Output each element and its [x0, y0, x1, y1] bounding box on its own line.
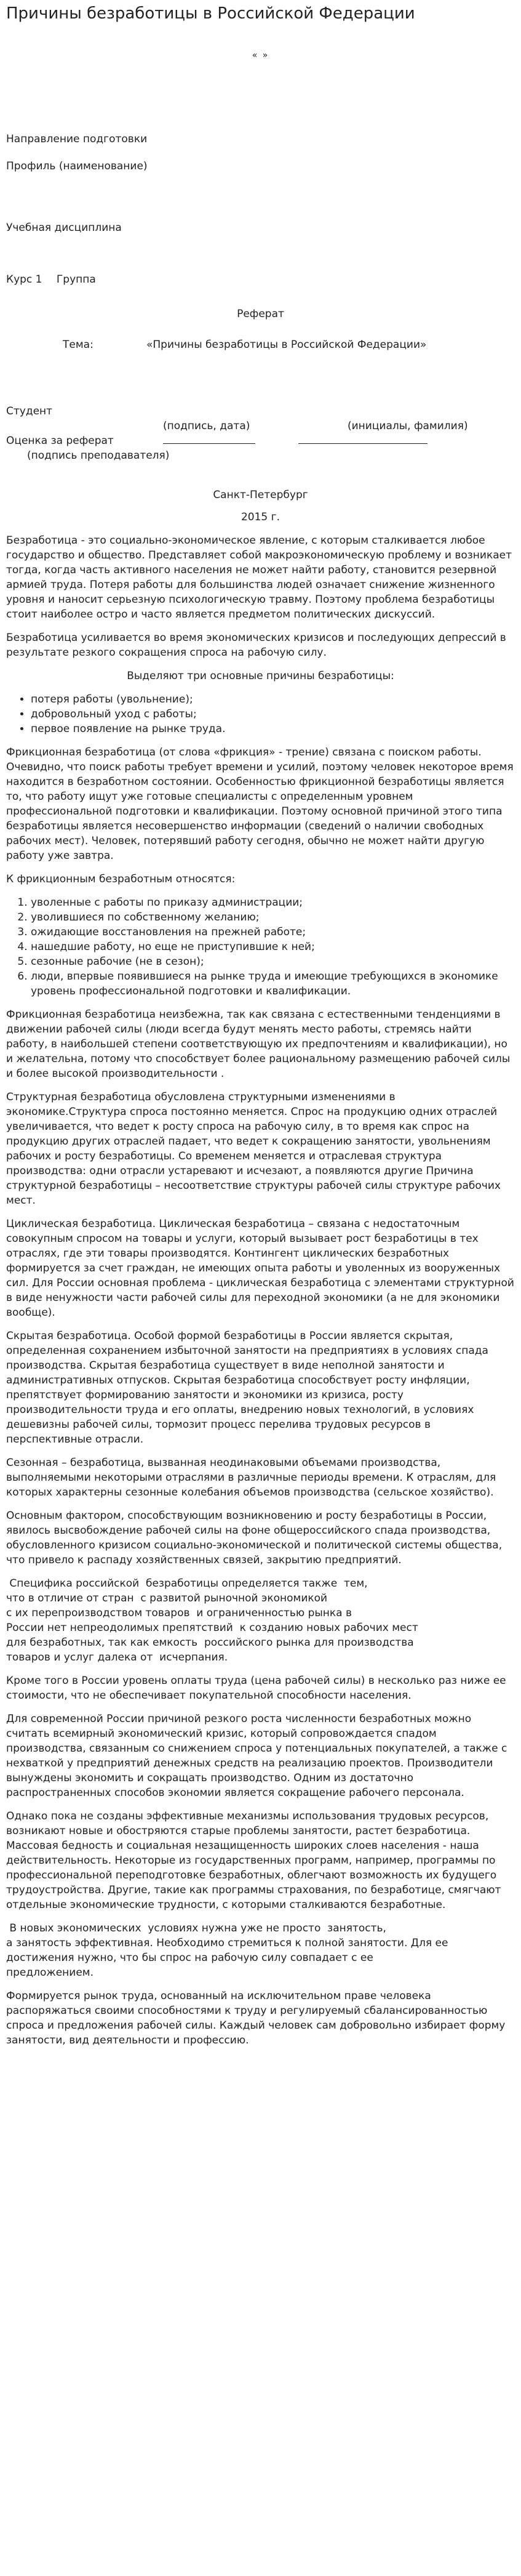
sign-captions	[6, 419, 515, 433]
paragraph: Безработица усиливается во время экономических кризисов и последующих депрессий в результате резкого сокращения спроса на рабочую силу.	[6, 632, 506, 659]
paragraph: К фрикционным безработным относятся:	[6, 873, 236, 885]
paragraph: Однако пока не созданы эффективные механизмы использования трудовых ресурсов, возникают новые и обостряются старые проблемы занятости, растет безработица. Массовая бедность и социальная незащищенность широких слоев населения - наша действительность. Некоторые из государственных программ, например, программы по профессиональной переподготовке безработных, облегчают возможность их будущего трудоустройства. Другие, такие как программы страхования, по безработице, смягчают отдельные экономические трудности, с которыми сталкиваются безработные.	[6, 1810, 501, 1911]
paragraph: Формируется рынок труда, основанный на исключительном праве человека распоряжаться своими способностями к труду и регулируемый сбалансированностью спроса и предложения рабочей силы. Каждый человек сам добровольно избирает форму занятости, вид деятельности и профессию.	[6, 1990, 506, 2047]
text-line: что в отличие от стран с развитой рыночной экономикой	[6, 1592, 328, 1604]
spacer	[6, 299, 515, 307]
text-line: с их перепроизводством товаров и ограниченностью рынка в	[6, 1607, 352, 1619]
group-label: Группа	[56, 273, 96, 286]
reasons-list	[6, 692, 515, 736]
year: 2015 г.	[241, 511, 280, 523]
text-line: предложением.	[6, 1966, 94, 1979]
list-item: • добровольный уход с работы;	[31, 707, 515, 722]
list-item: 2. уволившиеся по собственному желанию;	[31, 910, 515, 925]
text-line: В новых экономических условиях нужна уже не просто занятость,	[6, 1922, 386, 1934]
list-item: • потеря работы (увольнение);	[31, 692, 515, 707]
topic-line	[6, 337, 515, 352]
text-line: для безработных, так как емкость российского рынка для производства	[6, 1636, 414, 1649]
teacher-sign-caption: (подпись преподавателя)	[27, 449, 170, 462]
paragraph: Скрытая безработица. Особой формой безработицы в России является скрытая, определенная сохранением избыточной занятости на предприятиях в условиях спада производства. Скрытая безработица существует в виде неполной занятости и административных отпусков. Скрытая безработица способствует росту инфляции, препятствует формированию занятости и экономики из кризиса, росту производительности труда и его оплаты, внедрению новых технологий, в условиях дешевизны рабочей силы, тормозит процесс перелива трудовых ресурсов в перспективные отрасли.	[6, 1330, 488, 1446]
paragraph: Кроме того в России уровень оплаты труда (цена рабочей силы) в несколько раз ниже ее стоимости, что не обеспечивает покупательной способности населения.	[6, 1675, 506, 1702]
spacer	[6, 147, 515, 159]
document-title: Причины безработицы в Российской Федерации	[6, 4, 415, 23]
spacer	[6, 63, 515, 132]
list-item: 5. сезонные рабочие (не в сезон);	[31, 954, 515, 969]
sign-date-caption: (подпись, дата)	[163, 420, 250, 432]
course-group-line	[6, 272, 515, 287]
list-item: 4. нашедшие работу, но еще не приступившие к ней;	[31, 940, 515, 954]
paragraph: Фрикционная безработица неизбежна, так как связана с естественными тенденциями в движении рабочей силы (люди всегда будут менять место работы, стремясь найти работу, в наибольшей степени соответствующую их предпочтениям и квалификации), но и желательна, потому что способствует более рациональному размещению рабочей силы и более высокой производительности .	[6, 1008, 511, 1080]
topic-value: «Причины безработицы в Российской Федерации»	[146, 339, 427, 351]
list-item: 3. ожидающие восстановления на прежней работе;	[31, 925, 515, 940]
paragraph: Структурная безработица обусловлена структурными изменениями в экономике.Структура спроса постоянно меняется. Спрос на продукцию одних отраслей увеличивается, что ведет к росту спроса на рабочую силу, в то время как спрос на продукцию других отраслей падает, что ведет к сокращению занятости, увольнениям рабочих и росту безработицы. Со временем меняется и отраслевая структура производства: одни отрасли устаревают и исчезают, а появляются другие Причина структурной безработицы – несоответствие структуры рабочей силы структуре рабочих мест.	[6, 1091, 501, 1207]
paragraph: Безработица - это социально-экономическое явление, с которым сталкивается любое государство и общество. Представляет собой макроэкономическую проблему и возникает тогда, когда часть активного населения не может найти работу, становится резервной армией труда. Потеря работы для большинства людей означает снижение жизненного уровня и наносит серьезную психологическую травму. Поэтому проблема безработицы стоит наиболее остро и часто является предметом политических дискуссий.	[6, 534, 512, 621]
spacer	[6, 502, 515, 510]
course-label: Курс 1	[6, 273, 42, 286]
quotes-placeholder: « »	[252, 50, 269, 60]
list-item: 1. уволенные с работы по приказу администрации;	[31, 895, 515, 910]
document-page	[0, 4, 521, 2069]
spacer	[6, 463, 515, 488]
spacer	[6, 287, 515, 299]
spacer	[6, 352, 515, 389]
initials-caption: (инициалы, фамилия)	[348, 420, 468, 432]
spacer	[6, 174, 515, 211]
text-line: достижения нужно, что бы спрос на рабочую силу совпадает с ее	[6, 1952, 373, 1964]
spacer	[6, 525, 515, 533]
grade-line	[6, 433, 515, 448]
paragraph: Сезонная – безработица, вызванная неодинаковыми объемами производства, выполняемыми некоторыми отраслями в различные периоды времени. К отраслям, для которых характерны сезонные колебания объемов производства (сельское хозяйство).	[6, 1457, 496, 1499]
doc-type: Реферат	[237, 308, 284, 320]
city: Санкт-Петербург	[213, 489, 308, 501]
paragraph: Фрикционная безработица (от слова «фрикция» - трение) связана с поиском работы. Очевидно, что поиск работы требует времени и усилий, поэтому человек некоторое время находится в безработном состоянии. Особенностью фрикционной безработицы является то, что работу ищут уже готовые специалисты с определенным уровнем профессиональной подготовки и квалификации. Поэтому основной причиной этого типа безработицы является несовершенство информации (сведений о наличии свободных рабочих мест). Человек, потерявший работу сегодня, обычно не может найти другую работу уже завтра.	[6, 746, 514, 862]
spacer	[6, 389, 515, 404]
direction-label: Направление подготовки	[6, 133, 148, 145]
paragraph-lines	[6, 1576, 515, 1665]
spacer	[6, 211, 515, 220]
article-body	[6, 533, 515, 2048]
list-item: 6. люди, впервые появившиеся на рынке труда и имеющие требующихся в экономике уровень профессиональной подготовки и квалификации.	[31, 969, 515, 999]
paragraph: Циклическая безработица. Циклическая безработица – связана с недостаточным совокупным спросом на товары и услуги, который вызывает рост безработицы в тех отраслях, где эти товары производятся. Контингент циклических безработных формируется за счет граждан, не имеющих опыта работы и уволенных из вооруженных сил. Для России основная проблема - циклическая безработица с элементами структурной в виде ненужности части рабочей силы для переходной экономики (а не для экономики вообще).	[6, 1218, 514, 1319]
text-line: товаров и услуг далека от исчерпания.	[6, 1651, 228, 1664]
student-label: Студент	[6, 405, 53, 417]
signature-underline	[298, 433, 428, 444]
paragraph: Выделяют три основные причины безработицы:	[127, 670, 394, 682]
paragraph-lines	[6, 1921, 515, 1980]
list-item: • первое появление на рынке труда.	[31, 722, 515, 736]
discipline-label: Учебная дисциплина	[6, 222, 122, 234]
text-line: России нет непреодолимых препятствий к созданию новых рабочих мест	[6, 1622, 418, 1634]
text-line: Специфика российской безработицы определяется также тем,	[6, 1577, 368, 1590]
grade-underline	[163, 433, 255, 444]
topic-label: Тема:	[63, 339, 93, 351]
grade-label: Оценка за реферат	[6, 435, 114, 447]
profile-label: Профиль (наименование)	[6, 160, 148, 172]
paragraph: Для современной России причиной резкого роста численности безработных можно считать всемирный экономический кризис, который сопровождается спадом производства, связанным со снижением спроса у потенциальных покупателей, а также с нехваткой у предприятий денежных средств на реализацию проектов. Производители вынуждены экономить и сокращать производство. Одним из достаточно распространенных способов экономии является сокращение рабочего персонала.	[6, 1713, 507, 1799]
frictional-list	[6, 895, 515, 999]
text-line: а занятость эффективная. Необходимо стремиться к полной занятости. Для ее	[6, 1937, 448, 1949]
paragraph: Основным фактором, способствующим возникновению и росту безработицы в России, явилось высвобождение рабочей силы на фоне общероссийского спада производства, обусловленного кризисом социально-экономической и политической системы общества, что привело к распаду хозяйственных связей, закрытию предприятий.	[6, 1510, 503, 1566]
